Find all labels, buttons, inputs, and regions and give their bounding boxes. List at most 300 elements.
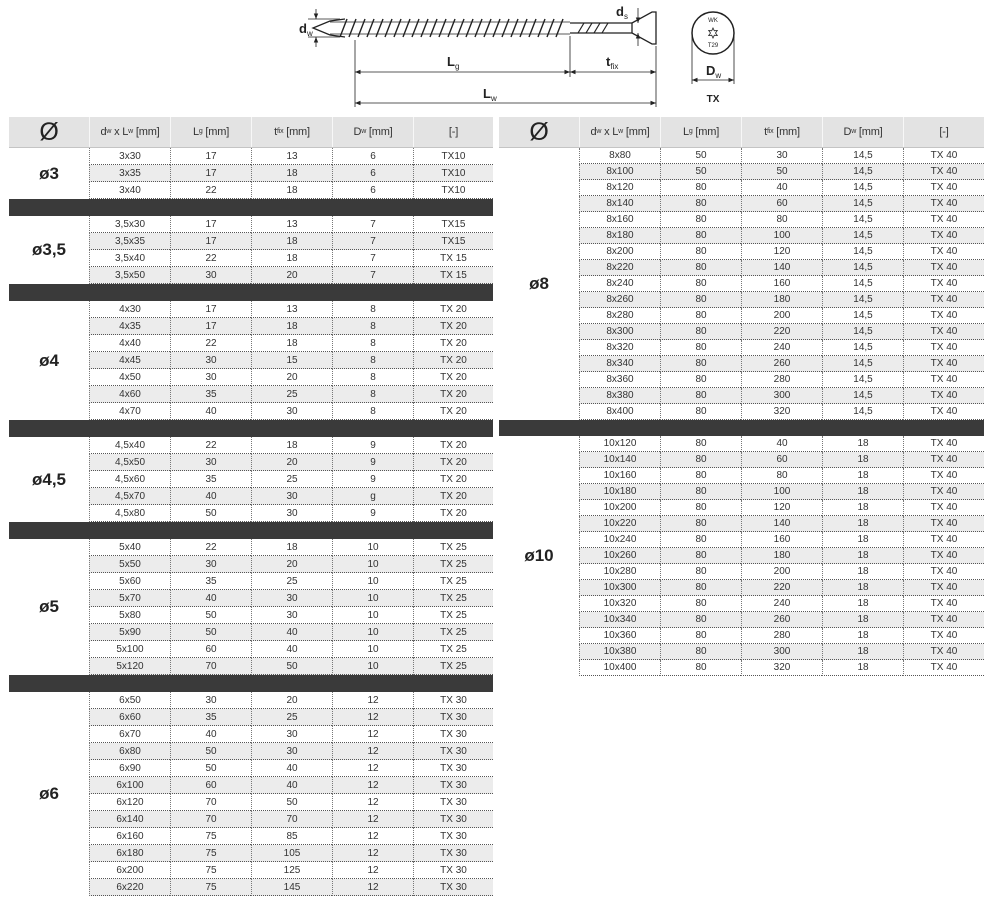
cell-drive: TX 20 (413, 318, 493, 335)
cell-lg: 80 (660, 516, 741, 532)
cell-tfix: 13 (251, 216, 332, 233)
table-row (89, 216, 493, 233)
cell-tfix: 30 (251, 488, 332, 505)
table-row (89, 250, 493, 267)
cell-lg: 80 (660, 452, 741, 468)
label-dw-sub: w (306, 29, 313, 38)
cell-lg: 60 (170, 641, 251, 658)
label-lw-sub: w (490, 94, 497, 103)
cell-dw: 12 (332, 879, 413, 896)
cell-tfix: 30 (251, 590, 332, 607)
cell-size: 6x50 (89, 692, 170, 709)
cell-size: 10x340 (579, 612, 660, 628)
cell-dw: 18 (822, 564, 903, 580)
cell-tfix: 260 (741, 612, 822, 628)
cell-tfix: 100 (741, 228, 822, 244)
cell-size: 3x30 (89, 148, 170, 165)
cell-size: 6x80 (89, 743, 170, 760)
cell-size: 5x60 (89, 573, 170, 590)
cell-size: 4,5x60 (89, 471, 170, 488)
cell-drive: TX 30 (413, 879, 493, 896)
cell-dw: 8 (332, 318, 413, 335)
table-row (579, 452, 984, 468)
cell-lg: 30 (170, 267, 251, 284)
screw (313, 12, 656, 44)
cell-tfix: 18 (251, 165, 332, 182)
cell-lg: 50 (660, 148, 741, 164)
cell-drive: TX 20 (413, 437, 493, 454)
cell-tfix: 40 (251, 777, 332, 794)
label-ds (616, 4, 628, 21)
cell-lg: 17 (170, 216, 251, 233)
table-row (89, 845, 493, 862)
cell-dw: 10 (332, 573, 413, 590)
group-rows (89, 437, 493, 522)
cell-dw: g (332, 488, 413, 505)
cell-tfix: 180 (741, 292, 822, 308)
table-row (89, 335, 493, 352)
cell-dw: 12 (332, 811, 413, 828)
cell-size: 3,5x35 (89, 233, 170, 250)
header-diameter: Ø (529, 117, 549, 146)
cell-lg: 50 (660, 164, 741, 180)
cell-dw: 14,5 (822, 308, 903, 324)
cell-lg: 80 (660, 468, 741, 484)
cell-drive: TX 40 (903, 228, 984, 244)
cell-drive: TX 30 (413, 692, 493, 709)
cell-tfix: 60 (741, 196, 822, 212)
cell-tfix: 25 (251, 709, 332, 726)
cell-dw: 6 (332, 165, 413, 182)
cell-size: 10x160 (579, 468, 660, 484)
cell-lg: 80 (660, 644, 741, 660)
cell-lg: 30 (170, 369, 251, 386)
table-row (579, 548, 984, 564)
cell-dw: 14,5 (822, 148, 903, 164)
group-diameter-label: ø4,5 (9, 437, 89, 522)
cell-dw: 18 (822, 596, 903, 612)
table-row (579, 468, 984, 484)
cell-lg: 50 (170, 760, 251, 777)
cell-dw: 10 (332, 607, 413, 624)
cell-dw: 18 (822, 500, 903, 516)
cell-size: 8x400 (579, 404, 660, 420)
cell-drive: TX 40 (903, 244, 984, 260)
cell-size: 8x260 (579, 292, 660, 308)
cell-tfix: 18 (251, 539, 332, 556)
cell-size: 4x60 (89, 386, 170, 403)
group-separator (9, 284, 493, 301)
cell-lg: 40 (170, 488, 251, 505)
cell-tfix: 20 (251, 692, 332, 709)
cell-dw: 12 (332, 743, 413, 760)
cell-lg: 22 (170, 250, 251, 267)
cell-drive: TX 30 (413, 777, 493, 794)
table-row (89, 539, 493, 556)
table-row (579, 500, 984, 516)
cell-dw: 14,5 (822, 260, 903, 276)
cell-dw: 9 (332, 505, 413, 522)
header-dw: D w [mm] (822, 117, 903, 147)
header-size-unit: [mm] (133, 126, 160, 138)
cell-drive: TX 40 (903, 276, 984, 292)
cell-lg: 17 (170, 318, 251, 335)
cell-drive: TX 20 (413, 505, 493, 522)
cell-tfix: 105 (251, 845, 332, 862)
cell-size: 4x45 (89, 352, 170, 369)
cell-size: 4x50 (89, 369, 170, 386)
cell-drive: TX 40 (903, 388, 984, 404)
table-row (579, 644, 984, 660)
cell-dw: 9 (332, 471, 413, 488)
group-diameter-label: ø3 (9, 148, 89, 199)
cell-drive: TX 40 (903, 612, 984, 628)
cell-lg: 50 (170, 743, 251, 760)
header-lg-unit: [mm] (692, 126, 720, 138)
header-diameter: Ø (39, 117, 59, 146)
cell-size: 5x70 (89, 590, 170, 607)
cell-drive: TX 20 (413, 403, 493, 420)
cell-size: 10x380 (579, 644, 660, 660)
cell-tfix: 40 (251, 624, 332, 641)
cell-dw: 10 (332, 624, 413, 641)
cell-tfix: 85 (251, 828, 332, 845)
group-diameter-label: ø6 (9, 692, 89, 896)
cell-lg: 30 (170, 352, 251, 369)
cell-tfix: 320 (741, 660, 822, 676)
cell-dw: 12 (332, 862, 413, 879)
cell-size: 6x60 (89, 709, 170, 726)
cell-lg: 80 (660, 484, 741, 500)
table-row (89, 726, 493, 743)
cell-drive: TX 25 (413, 658, 493, 675)
header-dw-unit: [mm] (366, 126, 393, 138)
cell-size: 8x240 (579, 276, 660, 292)
cell-drive: TX 30 (413, 794, 493, 811)
cell-dw: 12 (332, 828, 413, 845)
cell-drive: TX 25 (413, 624, 493, 641)
cell-size: 8x100 (579, 164, 660, 180)
cell-lg: 80 (660, 564, 741, 580)
label-tfix-sub: fix (610, 62, 619, 71)
size-group (9, 437, 493, 522)
group-separator (9, 675, 493, 692)
cell-drive: TX 25 (413, 641, 493, 658)
cell-drive: TX 30 (413, 845, 493, 862)
cell-lg: 75 (170, 879, 251, 896)
length-extension-lines (355, 36, 656, 107)
cell-dw: 14,5 (822, 404, 903, 420)
cell-dw: 9 (332, 437, 413, 454)
cell-tfix: 18 (251, 233, 332, 250)
cell-drive: TX 40 (903, 644, 984, 660)
cell-size: 10x360 (579, 628, 660, 644)
header-size: d w x L w [mm] (579, 117, 660, 147)
screw-diagram (0, 0, 992, 112)
cell-dw: 18 (822, 516, 903, 532)
cell-dw: 10 (332, 658, 413, 675)
cell-lg: 22 (170, 182, 251, 199)
cell-size: 4x35 (89, 318, 170, 335)
header-tfix-a: t (764, 126, 767, 138)
table-row (579, 660, 984, 676)
header-lg-a: L (682, 126, 689, 138)
cell-size: 8x200 (579, 244, 660, 260)
header-tfix: t fix [mm] (251, 117, 332, 147)
table-header (9, 117, 493, 148)
cell-dw: 18 (822, 468, 903, 484)
group-separator (9, 522, 493, 539)
table-row (89, 573, 493, 590)
cell-dw: 8 (332, 352, 413, 369)
cell-drive: TX 40 (903, 404, 984, 420)
table-row (89, 794, 493, 811)
cell-dw: 18 (822, 644, 903, 660)
cell-drive: TX 25 (413, 556, 493, 573)
group-rows (579, 148, 984, 420)
cell-lg: 80 (660, 292, 741, 308)
cell-size: 8x340 (579, 356, 660, 372)
cell-size: 8x380 (579, 388, 660, 404)
screw-head-top-view (692, 12, 734, 54)
label-head-dw-main: D (706, 63, 716, 78)
cell-drive: TX 40 (903, 596, 984, 612)
cell-size: 4x70 (89, 403, 170, 420)
cell-tfix: 120 (741, 244, 822, 260)
cell-lg: 17 (170, 301, 251, 318)
header-dw-a: D (353, 126, 362, 138)
table-row (89, 471, 493, 488)
table-row (579, 564, 984, 580)
cell-lg: 35 (170, 471, 251, 488)
cell-tfix: 120 (741, 500, 822, 516)
cell-drive: TX 40 (903, 180, 984, 196)
cell-drive: TX 40 (903, 628, 984, 644)
cell-size: 10x220 (579, 516, 660, 532)
cell-drive: TX 30 (413, 862, 493, 879)
cell-tfix: 160 (741, 532, 822, 548)
cell-drive: TX 25 (413, 607, 493, 624)
diagram-labels (299, 4, 721, 105)
cell-lg: 80 (660, 196, 741, 212)
cell-size: 4,5x50 (89, 454, 170, 471)
table-row (579, 532, 984, 548)
cell-lg: 35 (170, 386, 251, 403)
cell-size: 5x50 (89, 556, 170, 573)
cell-tfix: 20 (251, 556, 332, 573)
cell-tfix: 18 (251, 318, 332, 335)
cell-dw: 12 (332, 726, 413, 743)
cell-size: 8x300 (579, 324, 660, 340)
cell-dw: 18 (822, 452, 903, 468)
cell-lg: 80 (660, 212, 741, 228)
table-row (89, 488, 493, 505)
table-left (9, 117, 493, 896)
cell-dw: 18 (822, 660, 903, 676)
cell-dw: 7 (332, 233, 413, 250)
header-size-b: x L (601, 126, 619, 138)
header-tfix-a: t (274, 126, 277, 138)
cell-size: 4,5x80 (89, 505, 170, 522)
table-row (89, 267, 493, 284)
cell-lg: 40 (170, 590, 251, 607)
cell-tfix: 30 (251, 403, 332, 420)
cell-dw: 14,5 (822, 196, 903, 212)
cell-lg: 80 (660, 580, 741, 596)
cell-lg: 50 (170, 624, 251, 641)
header-dw-a: D (843, 126, 852, 138)
label-lw (483, 86, 497, 103)
cell-size: 3x35 (89, 165, 170, 182)
cell-lg: 35 (170, 709, 251, 726)
cell-lg: 40 (170, 403, 251, 420)
table-row (579, 516, 984, 532)
cell-drive: TX 20 (413, 369, 493, 386)
cell-lg: 80 (660, 356, 741, 372)
cell-tfix: 30 (251, 743, 332, 760)
table-row (89, 624, 493, 641)
cell-size: 10x200 (579, 500, 660, 516)
cell-tfix: 200 (741, 564, 822, 580)
cell-size: 10x280 (579, 564, 660, 580)
cell-drive: TX 40 (903, 292, 984, 308)
cell-lg: 75 (170, 828, 251, 845)
cell-lg: 80 (660, 260, 741, 276)
cell-size: 3x40 (89, 182, 170, 199)
cell-dw: 8 (332, 301, 413, 318)
group-rows (579, 436, 984, 676)
cell-dw: 18 (822, 532, 903, 548)
cell-size: 4,5x70 (89, 488, 170, 505)
header-tfix: t fix [mm] (741, 117, 822, 147)
cell-lg: 35 (170, 573, 251, 590)
table-row (89, 709, 493, 726)
cell-lg: 22 (170, 335, 251, 352)
cell-size: 5x120 (89, 658, 170, 675)
size-group (499, 148, 984, 420)
group-rows (89, 148, 493, 199)
cell-lg: 60 (170, 777, 251, 794)
table-row (579, 404, 984, 420)
cell-dw: 14,5 (822, 164, 903, 180)
cell-lg: 70 (170, 794, 251, 811)
cell-dw: 14,5 (822, 180, 903, 196)
cell-size: 10x180 (579, 484, 660, 500)
group-diameter-label: ø8 (499, 148, 579, 420)
cell-tfix: 140 (741, 516, 822, 532)
cell-size: 10x260 (579, 548, 660, 564)
cell-drive: TX 40 (903, 660, 984, 676)
cell-lg: 75 (170, 845, 251, 862)
table-row (89, 556, 493, 573)
cell-drive: TX 40 (903, 356, 984, 372)
header-size: d w x L w [mm] (89, 117, 170, 147)
cell-lg: 17 (170, 148, 251, 165)
table-row (89, 862, 493, 879)
cell-dw: 12 (332, 794, 413, 811)
cell-tfix: 30 (251, 726, 332, 743)
cell-drive: TX 40 (903, 564, 984, 580)
table-row (89, 403, 493, 420)
cell-tfix: 18 (251, 250, 332, 267)
label-tfix-main: t (606, 54, 611, 69)
cell-size: 6x90 (89, 760, 170, 777)
cell-drive: TX 40 (903, 452, 984, 468)
size-group (9, 148, 493, 199)
cell-dw: 14,5 (822, 292, 903, 308)
cell-lg: 80 (660, 436, 741, 452)
cell-lg: 80 (660, 612, 741, 628)
cell-size: 4,5x40 (89, 437, 170, 454)
cell-lg: 80 (660, 628, 741, 644)
table-row (89, 658, 493, 675)
cell-tfix: 80 (741, 468, 822, 484)
group-diameter-label: ø3,5 (9, 216, 89, 284)
table-row (579, 180, 984, 196)
table-row (579, 212, 984, 228)
cell-size: 8x320 (579, 340, 660, 356)
cell-size: 8x120 (579, 180, 660, 196)
cell-dw: 10 (332, 641, 413, 658)
table-row (579, 324, 984, 340)
cell-lg: 80 (660, 372, 741, 388)
table-row (89, 437, 493, 454)
label-lw-main: L (483, 86, 491, 101)
cell-dw: 18 (822, 628, 903, 644)
cell-drive: TX 40 (903, 164, 984, 180)
table-row (89, 811, 493, 828)
table-row (89, 777, 493, 794)
cell-tfix: 20 (251, 369, 332, 386)
cell-tfix: 125 (251, 862, 332, 879)
table-row (89, 607, 493, 624)
cell-lg: 22 (170, 437, 251, 454)
group-separator (9, 199, 493, 216)
cell-drive: TX10 (413, 148, 493, 165)
table-row (89, 148, 493, 165)
header-size-b: x L (111, 126, 129, 138)
table-row (579, 484, 984, 500)
cell-size: 10x320 (579, 596, 660, 612)
cell-lg: 80 (660, 276, 741, 292)
table-row (89, 641, 493, 658)
table-row (89, 165, 493, 182)
cell-tfix: 50 (251, 658, 332, 675)
cell-tfix: 145 (251, 879, 332, 896)
cell-drive: TX 30 (413, 828, 493, 845)
cell-dw: 10 (332, 590, 413, 607)
cell-tfix: 240 (741, 596, 822, 612)
cell-drive: TX10 (413, 182, 493, 199)
table-row (89, 879, 493, 896)
cell-size: 10x240 (579, 532, 660, 548)
cell-lg: 80 (660, 548, 741, 564)
cell-dw: 18 (822, 580, 903, 596)
label-lg-main: L (447, 54, 455, 69)
cell-drive: TX 40 (903, 548, 984, 564)
cell-drive: TX 40 (903, 484, 984, 500)
cell-drive: TX 40 (903, 148, 984, 164)
cell-lg: 30 (170, 454, 251, 471)
table-row (579, 148, 984, 164)
label-lg (447, 54, 459, 71)
group-separator (499, 420, 984, 436)
cell-tfix: 25 (251, 386, 332, 403)
cell-dw: 6 (332, 148, 413, 165)
cell-drive: TX 40 (903, 436, 984, 452)
cell-lg: 50 (170, 607, 251, 624)
cell-drive: TX 30 (413, 743, 493, 760)
